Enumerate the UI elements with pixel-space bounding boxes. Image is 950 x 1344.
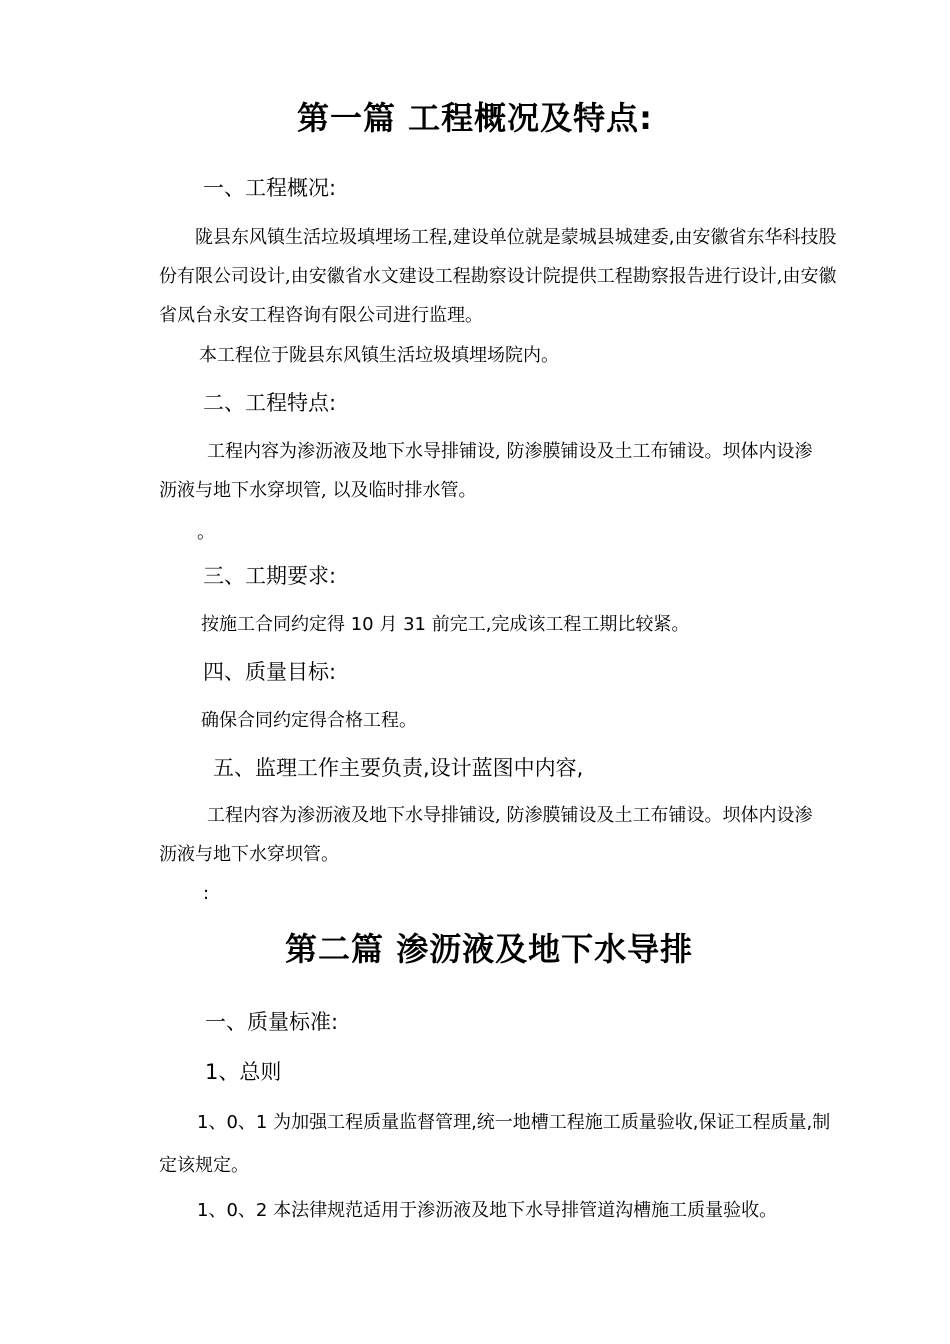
s4-heading: 四、质量目标: [203,660,337,684]
s1-p2: 本工程位于陇县东风镇生活垃圾填埋场院内。 [199,345,559,366]
s2-heading: 二、工程特点: [203,391,337,415]
s3-p1: 按施工合同约定得 10 月 31 前完工,完成该工程工期比较紧。 [201,614,690,635]
s1-p1-line3: 省凤台永安工程咨询有限公司进行监理。 [159,305,483,326]
p2-s1-heading: 一、质量标准: [205,1010,339,1034]
s5-heading: 五、监理工作主要负责,设计蓝图中内容, [213,756,584,780]
s5-colon: : [203,883,210,904]
clause-102: 1、0、2 本法律规范适用于渗沥液及地下水导排管道沟槽施工质量验收。 [197,1200,778,1221]
part2-title: 第二篇 渗沥液及地下水导排 [285,930,694,968]
s1-heading: 一、工程概况: [203,176,337,200]
s1-p1-line2: 份有限公司设计,由安徽省水文建设工程勘察设计院提供工程勘察报告进行设计,由安徽 [159,266,837,287]
s2-p1-line1: 工程内容为渗沥液及地下水导排铺设, 防渗膜铺设及土工布铺设。坝体内设渗 [207,441,813,462]
clause-101-line2: 定该规定。 [159,1155,249,1176]
s4-p1: 确保合同约定得合格工程。 [201,710,417,731]
s2-dot: 。 [197,522,215,543]
p2-sub1-heading: 1、总则 [205,1060,282,1084]
clause-101-line1: 1、0、1 为加强工程质量监督管理,统一地槽工程施工质量验收,保证工程质量,制 [197,1112,831,1133]
part1-title: 第一篇 工程概况及特点: [297,99,653,137]
s5-p1-line1: 工程内容为渗沥液及地下水导排铺设, 防渗膜铺设及土工布铺设。坝体内设渗 [207,805,813,826]
s1-p1-line1: 陇县东风镇生活垃圾填埋场工程,建设单位就是蒙城县城建委,由安徽省东华科技股 [195,227,837,248]
s2-p1-line2: 沥液与地下水穿坝管, 以及临时排水管。 [159,480,477,501]
s3-heading: 三、工期要求: [203,564,337,588]
s5-p1-line2: 沥液与地下水穿坝管。 [159,844,339,865]
